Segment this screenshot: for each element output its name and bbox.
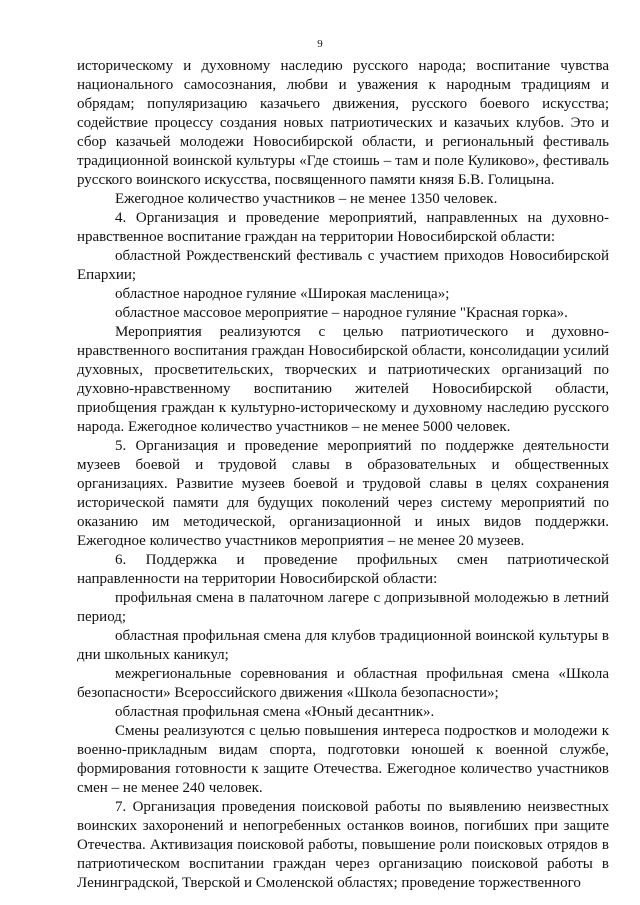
paragraph: 4. Организация и проведение мероприятий, направленных на духовно-нравственное воспитание граждан на территории Новосибирской области: <box>77 210 609 245</box>
page-number: 9 <box>317 38 323 50</box>
paragraph: областное массовое мероприятие – народное гуляние "Красная горка». <box>115 305 568 321</box>
paragraph: Мероприятия реализуются с целью патриотического и духовно-нравственного воспитания граждан Новосибирской области, консолидации усилий духовных, просветительских, творческих и патриотических организаций по духовно-нравственному воспитанию жителей Новосибирской области, приобщения граждан к культурно-историческому и духовному наследию русского народа. Ежегодное количество участников – не менее 5000 человек. <box>77 324 609 435</box>
paragraph: Смены реализуются с целью повышения интереса подростков и молодежи к военно-прикладным видам спорта, подготовки юношей к военной службе, формирования готовности к защите Отечества. Ежегодное количество участников смен – не менее 240 человек. <box>77 723 609 796</box>
paragraph: межрегиональные соревнования и областная профильная смена «Школа безопасности» Всероссийского движения «Школа безопасности»; <box>77 666 609 701</box>
paragraph: 7. Организация проведения поисковой работы по выявлению неизвестных воинских захоронений и непогребенных останков воинов, погибших при защите Отечества. Активизация поисковой работы, повышение роли поисковых отрядов в патриотическом воспитании граждан через организацию поисковой работы в Ленинградской, Тверской и Смоленской областях; проведение торжественного <box>77 799 609 891</box>
paragraph: 5. Организация и проведение мероприятий по поддержке деятельности музеев боевой и трудовой славы в образовательных и общественных организациях. Развитие музеев боевой и трудовой славы в целях сохранения исторической памяти для будущих поколений через систему мероприятий по оказанию им методической, организационной и иных видов поддержки. Ежегодное количество участников мероприятия – не менее 20 музеев. <box>77 438 609 549</box>
paragraph: профильная смена в палаточном лагере с допризывной молодежью в летний период; <box>77 590 609 625</box>
paragraph: областная профильная смена «Юный десантник». <box>115 704 435 720</box>
paragraph: областная профильная смена для клубов традиционной воинской культуры в дни школьных каникул; <box>77 628 609 663</box>
paragraph: областной Рождественский фестиваль с участием приходов Новосибирской Епархии; <box>77 248 609 283</box>
body-text <box>77 57 609 893</box>
paragraph: историческому и духовному наследию русского народа; воспитание чувства национального самосознания, любви и уважения к народным традициям и обрядам; популяризацию казачьего движения, русского боевого искусства; содействие процессу создания новых патриотических и казачьих клубов. Это и сбор казачьей молодежи Новосибирской области, и региональный фестиваль традиционной воинской культуры «Где стоишь – там и поле Куликово», фестиваль русского воинского искусства, посвященного памяти князя Б.В. Голицына. <box>77 58 609 188</box>
paragraph: областное народное гуляние «Широкая масленица»; <box>115 286 450 302</box>
paragraph: 6. Поддержка и проведение профильных смен патриотической направленности на территории Новосибирской области: <box>77 552 609 587</box>
paragraph: Ежегодное количество участников – не менее 1350 человек. <box>115 191 498 207</box>
